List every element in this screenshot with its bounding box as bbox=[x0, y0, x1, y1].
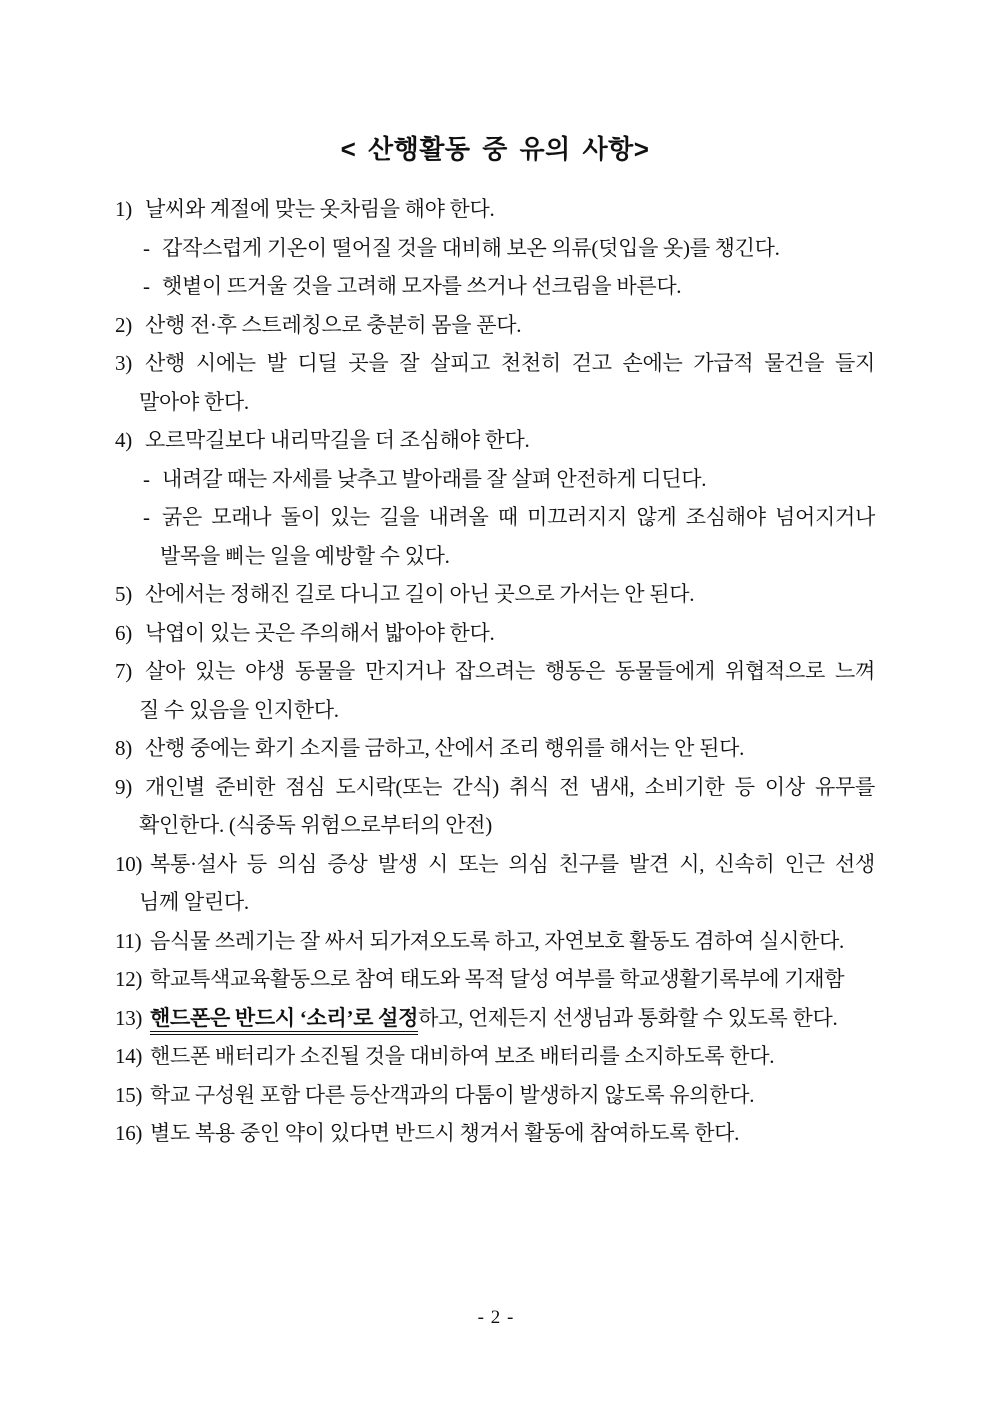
emphasized-phrase: 핸드폰은 반드시 ‘소리’로 설정 bbox=[150, 1006, 418, 1035]
notice-item-line bbox=[115, 306, 875, 345]
item-number-marker: 8) bbox=[115, 736, 132, 760]
item-number-marker: 1) bbox=[115, 197, 132, 221]
item-number-marker: 14) bbox=[115, 1044, 143, 1068]
item-text: 확인한다. (식중독 위험으로부터의 안전) bbox=[139, 813, 492, 837]
item-text: 학교 구성원 포함 다른 등산객과의 다툼이 발생하지 않도록 유의한다. bbox=[150, 1082, 755, 1107]
item-text: 님께 알린다. bbox=[139, 890, 249, 914]
item-number-marker: 12) bbox=[115, 967, 143, 991]
notice-item-line bbox=[115, 267, 875, 306]
item-number-marker: 13) bbox=[115, 1005, 143, 1030]
item-text: 말아야 한다. bbox=[139, 389, 249, 414]
item-text: 날씨와 계절에 맞는 옷차림을 해야 한다. bbox=[145, 197, 495, 221]
notice-item-line bbox=[115, 1037, 875, 1076]
notice-item-line bbox=[115, 960, 875, 999]
item-text: 오르막길보다 내리막길을 더 조심해야 한다. bbox=[145, 428, 530, 452]
notice-item-line bbox=[115, 883, 875, 922]
notice-item-line bbox=[115, 652, 875, 691]
notice-item-line bbox=[115, 537, 875, 576]
item-text: 산행 시에는 발 디딜 곳을 잘 살피고 천천히 걷고 손에는 가급적 물건을 들지 bbox=[145, 351, 875, 375]
item-text: 내려갈 때는 자세를 낮추고 발아래를 잘 살펴 안전하게 디딘다. bbox=[162, 466, 707, 491]
item-text: 굵은 모래나 돌이 있는 길을 내려올 때 미끄러지지 않게 조심해야 넘어지거나 bbox=[162, 505, 875, 529]
page-content bbox=[115, 128, 875, 1153]
item-text: 질 수 있음을 인지한다. bbox=[139, 697, 339, 722]
dash-bullet: - bbox=[143, 505, 150, 529]
item-number-marker: 9) bbox=[115, 774, 132, 799]
page-title: < 산행활동 중 유의 사항> bbox=[340, 134, 650, 164]
item-number-marker: 15) bbox=[115, 1082, 143, 1107]
item-number-marker: 6) bbox=[115, 620, 132, 645]
item-number-marker: 16) bbox=[115, 1121, 143, 1145]
item-number-marker: 2) bbox=[115, 312, 132, 337]
dash-bullet: - bbox=[143, 235, 150, 260]
item-number-marker: 10) bbox=[115, 851, 143, 876]
item-number-marker: 3) bbox=[115, 351, 132, 375]
notice-item-line bbox=[115, 614, 875, 653]
item-number-marker: 7) bbox=[115, 659, 132, 683]
notice-item-line bbox=[115, 729, 875, 768]
notice-item-line bbox=[115, 190, 875, 229]
item-text: 복통·설사 등 의심 증상 발생 시 또는 의심 친구를 발견 시, 신속히 인근 선생 bbox=[150, 851, 875, 876]
item-text: 핸드폰 배터리가 소진될 것을 대비하여 보조 배터리를 소지하도록 한다. bbox=[150, 1044, 775, 1068]
item-text: 음식물 쓰레기는 잘 싸서 되가져오도록 하고, 자연보호 활동도 겸하여 실시한다. bbox=[150, 928, 844, 953]
item-text: 살아 있는 야생 동물을 만지거나 잡으려는 행동은 동물들에게 위협적으로 느껴 bbox=[145, 659, 875, 683]
dash-bullet: - bbox=[143, 466, 150, 491]
item-text: 별도 복용 중인 약이 있다면 반드시 챙겨서 활동에 참여하도록 한다. bbox=[150, 1121, 740, 1145]
item-number-marker: 5) bbox=[115, 582, 132, 606]
notice-list bbox=[115, 190, 875, 1153]
notice-item-line bbox=[115, 999, 875, 1038]
item-text: 산에서는 정해진 길로 다니고 길이 아닌 곳으로 가서는 안 된다. bbox=[145, 582, 695, 606]
item-text: 낙엽이 있는 곳은 주의해서 밟아야 한다. bbox=[145, 620, 495, 645]
page-number: - 2 - bbox=[477, 1307, 515, 1328]
item-text: 하고, 언제든지 선생님과 통화할 수 있도록 한다. bbox=[418, 1005, 838, 1030]
dash-bullet: - bbox=[143, 274, 150, 298]
item-number-marker: 11) bbox=[115, 928, 142, 953]
notice-item-line bbox=[115, 421, 875, 460]
item-text: 햇볕이 뜨거울 것을 고려해 모자를 쓰거나 선크림을 바른다. bbox=[162, 274, 682, 298]
item-text: 산행 중에는 화기 소지를 금하고, 산에서 조리 행위를 해서는 안 된다. bbox=[145, 736, 745, 760]
item-number-marker: 4) bbox=[115, 428, 132, 452]
notice-item-line bbox=[115, 845, 875, 884]
item-text: 학교특색교육활동으로 참여 태도와 목적 달성 여부를 학교생활기록부에 기재함 bbox=[150, 967, 845, 991]
notice-item-line bbox=[115, 806, 875, 845]
item-text: 개인별 준비한 점심 도시락(또는 간식) 취식 전 냄새, 소비기한 등 이상 유무를 bbox=[145, 774, 875, 799]
item-text: 발목을 삐는 일을 예방할 수 있다. bbox=[160, 543, 450, 568]
notice-item-line bbox=[115, 575, 875, 614]
item-text: 산행 전·후 스트레칭으로 충분히 몸을 푼다. bbox=[145, 312, 522, 337]
notice-item-line bbox=[115, 229, 875, 268]
notice-item-line bbox=[115, 1114, 875, 1153]
item-text: 갑작스럽게 기온이 떨어질 것을 대비해 보온 의류(덧입을 옷)를 챙긴다. bbox=[162, 235, 780, 260]
notice-item-line bbox=[115, 768, 875, 807]
notice-item-line bbox=[115, 1076, 875, 1115]
notice-item-line bbox=[115, 922, 875, 961]
notice-item-line bbox=[115, 344, 875, 383]
notice-item-line bbox=[115, 460, 875, 499]
notice-item-line bbox=[115, 691, 875, 730]
notice-item-line bbox=[115, 383, 875, 422]
notice-item-line bbox=[115, 498, 875, 537]
